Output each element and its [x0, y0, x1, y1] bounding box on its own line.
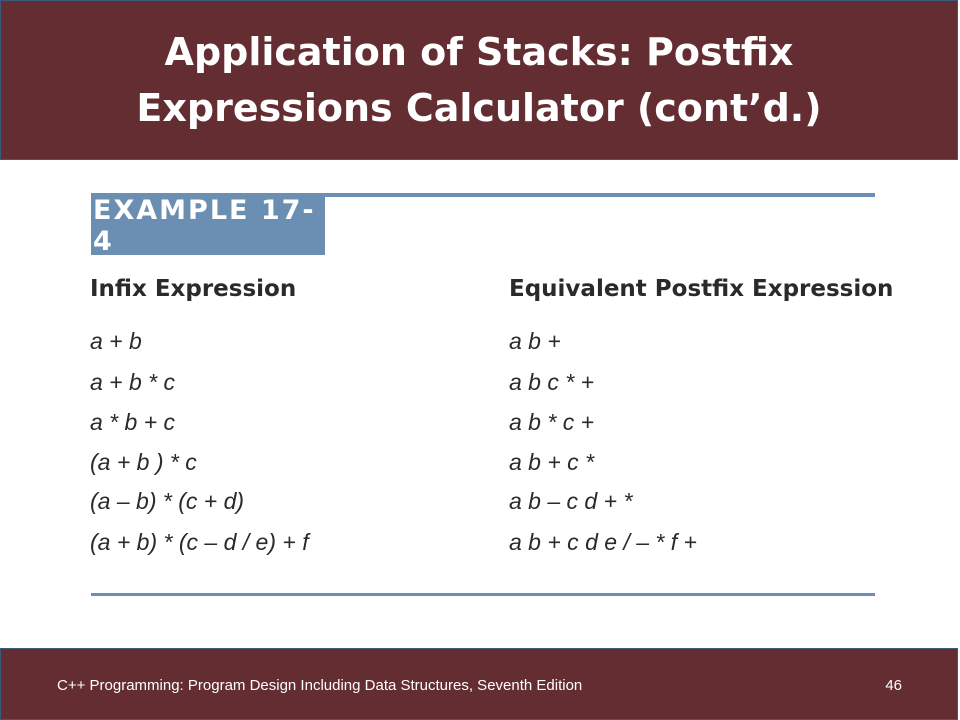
footer-book-title: C++ Programming: Program Design Including Data Structures, Seventh Edition: [57, 677, 583, 694]
infix-expression: (a + b) * (c – d / e) + f: [90, 529, 309, 555]
infix-column-header: Infix Expression: [90, 276, 297, 302]
infix-expression: a * b + c: [90, 409, 176, 435]
example-badge-label: EXAMPLE 17-4: [93, 195, 316, 257]
postfix-expression: a b + c *: [509, 449, 595, 475]
title-bar: [0, 0, 958, 160]
postfix-expression: a b +: [509, 328, 561, 354]
postfix-expression: a b – c d + *: [509, 488, 633, 514]
example-badge: [91, 197, 325, 255]
postfix-expression: a b * c +: [509, 409, 595, 435]
postfix-expression: a b + c d e / – * f +: [509, 529, 697, 555]
infix-expression: a + b * c: [90, 369, 176, 395]
postfix-expression: a b c * +: [509, 369, 595, 395]
slide-number: 46: [885, 677, 902, 694]
example-bottom-rule: [91, 593, 875, 596]
infix-expression: (a – b) * (c + d): [90, 488, 245, 514]
infix-expression: a + b: [90, 328, 142, 354]
postfix-column-header: Equivalent Postfix Expression: [509, 276, 894, 302]
infix-expression: (a + b ) * c: [90, 449, 197, 475]
slide-title: [99, 24, 859, 136]
slide-title-line-1: Application of Stacks: Postfix: [164, 30, 794, 74]
slide-title-line-2: Expressions Calculator (cont’d.): [136, 86, 822, 130]
